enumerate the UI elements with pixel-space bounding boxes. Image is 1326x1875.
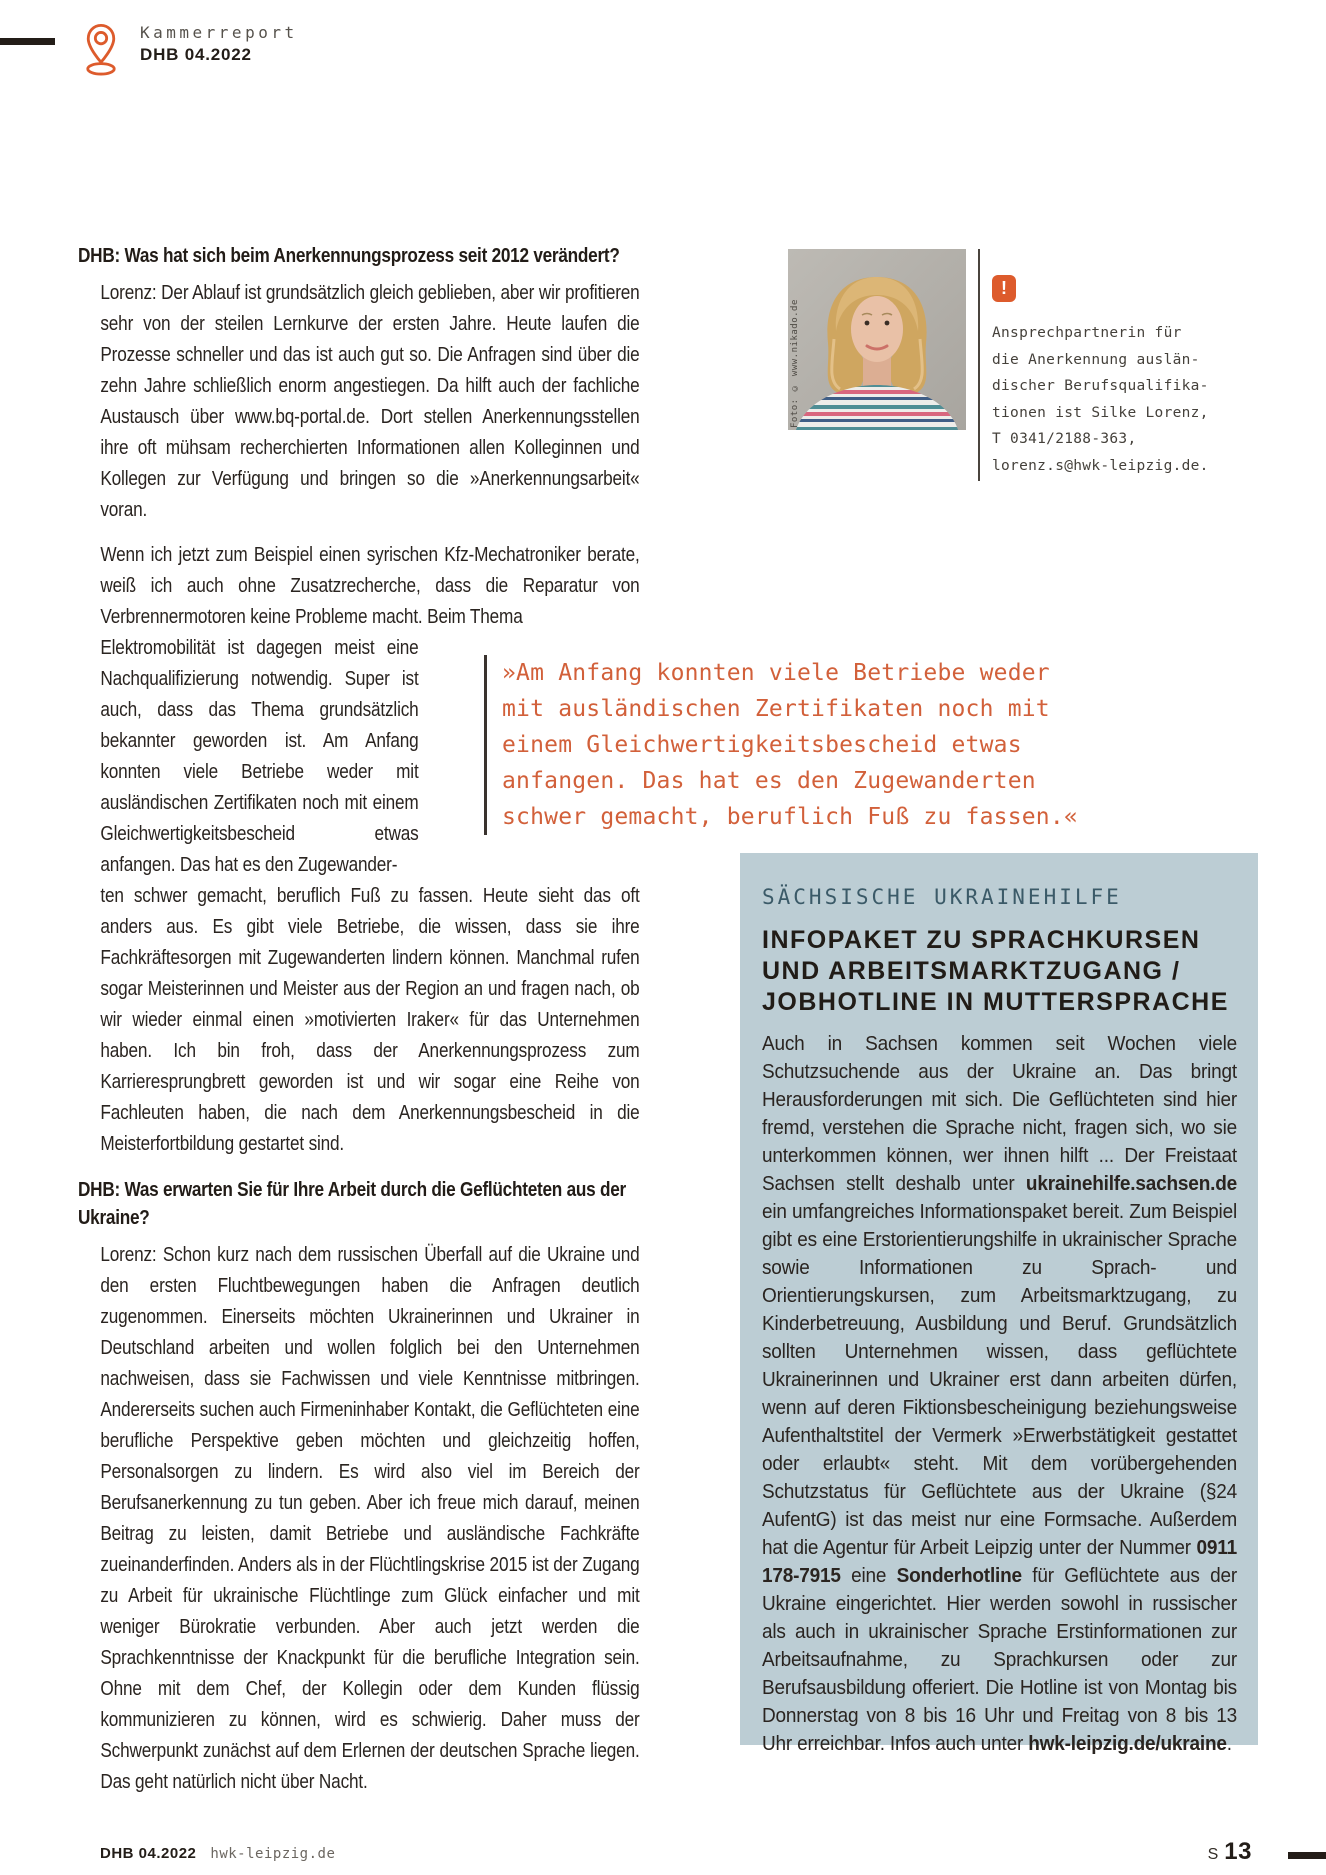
- magazine-issue: DHB 04.2022: [140, 45, 252, 64]
- footer-issue: DHB 04.2022: [100, 1845, 197, 1862]
- page-number: [1208, 1838, 1252, 1866]
- ukraine-info-box: [740, 853, 1258, 1755]
- portrait-illustration: [788, 249, 966, 430]
- footer-site: hwk-leipzig.de: [210, 1846, 336, 1862]
- info-box-kicker: SÄCHSISCHE UKRAINEHILFE: [762, 885, 1122, 909]
- article-column: [78, 242, 640, 1798]
- info-box-body: Auch in Sachsen kommen seit Wochen viele Schutzsuchende aus der Ukraine an. Das bringt Herausforderungen mit sich. Die Geflüchteten sind hier fremd, verstehen die Sprache nicht, fragen sich, wo sie unterkommen können, wer ihnen hilft ... Der Freistaat Sachsen stellt deshalb unter ukrainehilfe.sachsen.de ein umfangreiches Informationspaket bereit. Zum Beispiel gibt es eine Erstorientierungshilfe in ukrainischer Sprache sowie Informationen zu Sprach- und Orientierungskursen, zum Arbeitsmarktzugang, zu Kinderbetreuung, Ausbildung und Beruf. Grundsätzlich sollten Unternehmen wissen, dass geflüchtete Ukrainerinnen und Ukrainer erst dann arbeiten dürfen, wenn auf deren Fiktionsbescheinigung beziehungsweise Aufenthaltstitel der Vermerk »Erwerbstätigkeit gestattet oder erlaubt« steht. Mit dem vorübergehenden Schutzstatus für Geflüchtete aus der Ukraine (§24 AufentG) ist das meist nur eine Formsache. Außerdem hat die Agentur für Arbeit Leipzig unter der Nummer 0911 178-7915 eine Sonderhotline für Geflüchtete aus der Ukraine eingerichtet. Hier werden sowohl in russischer als auch in ukrainischer Sprache Erstinformationen zur Arbeitsaufnahme, zu Sprachkursen oder zur Berufsausbildung offeriert. Die Hotline ist von Montag bis Donnerstag von 8 bis 16 Uhr und Freitag von 8 bis 13 Uhr erreichbar. Infos auch unter hwk-leipzig.de/ukraine.: [762, 1033, 1237, 1755]
- magazine-name: Kammerreport: [140, 23, 298, 42]
- pull-quote: »Am Anfang konnten viele Betriebe weder mit ausländischen Zertifikaten noch mit einem Gleichwertigkeitsbescheid etwas anfangen. Das hat es den Zugewanderten schwer gemacht, beruflich Fuß zu fassen.«: [484, 655, 1102, 835]
- info-box-title: INFOPAKET ZU SPRACHKURSEN UND ARBEITSMARKTZUGANG / JOBHOTLINE IN MUTTERSPRACHE: [762, 926, 1229, 1016]
- footer-left: [100, 1845, 335, 1862]
- answer-2-paragraph: Lorenz: Schon kurz nach dem russischen Überfall auf die Ukraine und den ersten Fluchtbewegungen haben die Anfragen deutlich zugenommen. Einerseits möchten Ukrainerinnen und Ukrainer in Deutschland arbeiten und wollen folglich bei den Unternehmen nachweisen, dass sie Fachwissen und viele Kenntnisse mitbringen. Andererseits suchen auch Firmeninhaber Kontakt, die Geflüchteten eine berufliche Perspektive geben möchten und gleichzeitig hoffen, Personalsorgen zu lindern. Es wird also viel im Bereich der Berufsanerkennung zu tun geben. Aber ich freue mich darauf, meinen Beitrag zu leisten, damit Betriebe und ausländische Fachkräfte zueinanderfinden. Anders als in der Flüchtlingskrise 2015 ist der Zugang zu Arbeit für ukrainische Flüchtlinge zum Glück einfacher und mit weniger Bürokratie verbunden. Aber auch jetzt werden die Sprachkenntnisse der Knackpunkt für die berufliche Integration sein. Ohne mit dem Chef, der Kollegin oder dem Kunden flüssig kommunizieren zu können, wird es schwierig. Daher muss der Schwerpunkt zunächst auf dem Erlernen der deutschen Sprache liegen. Das geht natürlich nicht über Nacht.: [100, 1244, 640, 1793]
- contact-caption: Ansprechpartnerin für die Anerkennung auslän- discher Berufsqualifika- tionen ist Silke Lorenz, T 0341/2188-363, lorenz.s@hwk-leipzig.de.: [992, 325, 1209, 474]
- footer-edge-bar: [1288, 1852, 1326, 1859]
- caption-divider: [978, 249, 980, 481]
- photo-credit: Foto: © www.nikado.de: [790, 299, 800, 428]
- answer-1-paragraph: Lorenz: Der Ablauf ist grundsätzlich gleich geblieben, aber wir profitieren sehr von der steilen Lernkurve der ersten Jahre. Heute laufen die Prozesse schneller und das ist auch gut so. Die Anfragen sind über die zehn Jahre schließlich enorm angestiegen. Da hilft auch der fachliche Austausch über www.bq-portal.de. Dort stellen Anerkennungsstellen ihre oft mühsam recherchierten Informationen allen Kolleginnen und Kollegen zur Verfügung und bringen so die »Anerkennungsarbeit« voran.: [100, 282, 640, 521]
- paragraph-2-wide-bottom: ten schwer gemacht, beruflich Fuß zu fassen. Heute sieht das oft anders aus. Es gibt viele Betriebe, die wissen, dass sie ihre Fachkräftesorgen mit Zugewanderten lindern können. Manchmal rufen sogar Meisterinnen und Meister aus der Region an und fragen nach, ob wir wieder einmal einen »motivierten Iraker« für das Unternehmen haben. Ich bin froh, dass der Anerkennungsprozess zum Karrieresprungbrett geworden ist und wir sogar eine Reihe von Fachleuten haben, die nach dem Anerkennungsbescheid in die Meisterfortbildung gestartet sind.: [100, 885, 640, 1155]
- alert-icon: !: [992, 275, 1016, 302]
- portrait-photo: [788, 249, 966, 430]
- paragraph-2-narrow: Elektromobilität ist dagegen meist eine Nachqualifizierung notwendig. Super ist auch, dass das Thema grundsätzlich bekannter geworden ist. Am Anfang konnten viele Betriebe weder mit ausländischen Zertifikaten noch mit einem Gleichwertigkeitsbescheid etwas anfangen. Das hat es den Zugewander-: [100, 637, 419, 876]
- question-2-heading: DHB: Was erwarten Sie für Ihre Arbeit durch die Geflüchteten aus der Ukraine?: [78, 1179, 626, 1229]
- page-number-value: 13: [1224, 1838, 1252, 1865]
- page-edge-bar: [0, 38, 55, 45]
- question-1-heading: DHB: Was hat sich beim Anerkennungsprozess seit 2012 verändert?: [78, 245, 620, 267]
- magazine-brand: [84, 22, 298, 76]
- paragraph-2-wide-top: Wenn ich jetzt zum Beispiel einen syrischen Kfz-Mechatroniker berate, weiß ich auch ohne Zusatzrecherche, dass die Reparatur von Verbrennermotoren keine Probleme macht. Beim Thema: [100, 544, 640, 628]
- page-number-prefix: S: [1207, 1846, 1219, 1863]
- map-pin-icon: [84, 22, 118, 76]
